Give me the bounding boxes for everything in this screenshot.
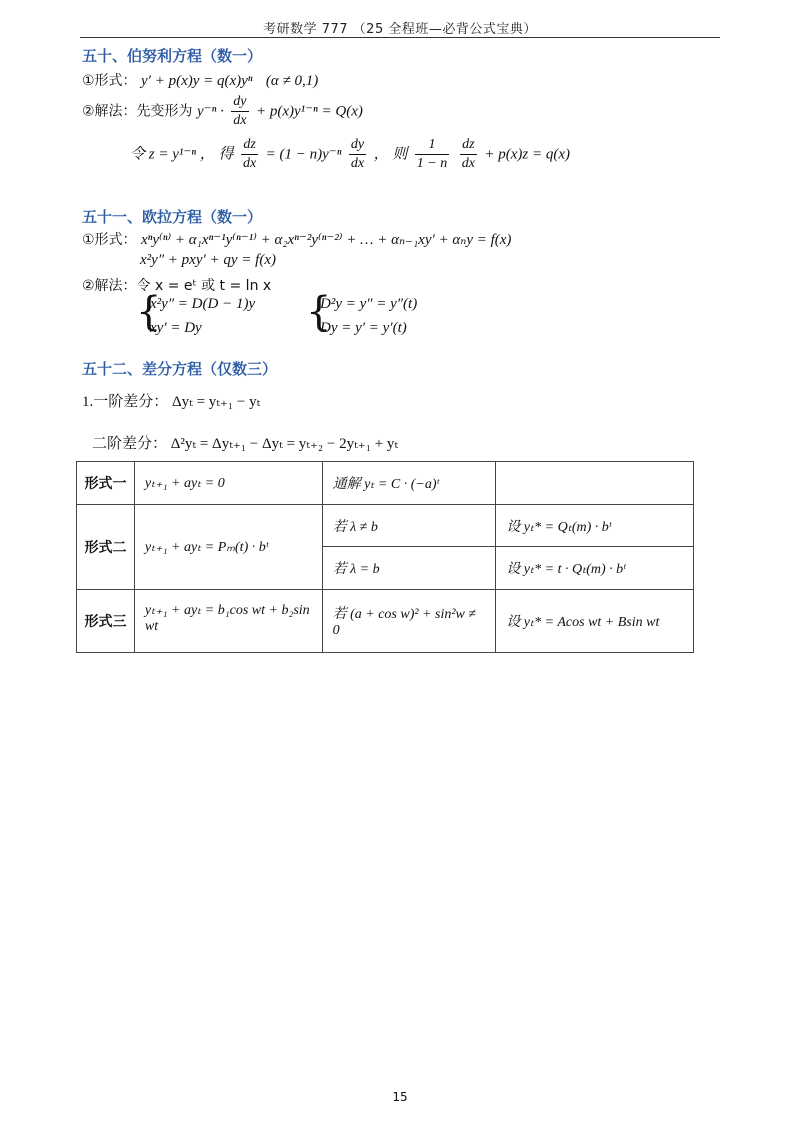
fraction-numerator: dy <box>349 136 366 155</box>
bernoulli-sub-b: = (1 − n)y⁻ⁿ <box>265 146 342 163</box>
bernoulli-sub-a: 令 z = y¹⁻ⁿ ， 得 <box>130 146 234 163</box>
fraction-dz-dx-2 <box>460 136 477 173</box>
difference-equation-table <box>76 461 694 653</box>
form2-equation: yₜ₊₁ + ayₜ = Pₘ(t) · bᵗ <box>134 505 322 590</box>
bernoulli-form-label: ①形式： <box>82 73 137 89</box>
bernoulli-sub-d: + p(x)z = q(x) <box>484 146 570 163</box>
fraction-numerator: 1 <box>415 136 449 155</box>
fraction-denominator: dx <box>242 156 257 171</box>
bernoulli-sub-c: ， 则 <box>373 146 408 163</box>
row-head-form3: 形式三 <box>77 590 135 653</box>
bernoulli-method-eq-b: + p(x)y¹⁻ⁿ = Q(x) <box>255 103 363 120</box>
first-difference-line <box>82 390 260 411</box>
first-difference: 1.一阶差分： Δyₜ = yₜ₊₁ − yₜ <box>82 394 261 410</box>
form2-solution-b: 设 yₜ* = t · Qₜ(m) · bᵗ <box>496 547 694 590</box>
bernoulli-method-line <box>82 93 363 130</box>
fraction-one-over-1mn <box>415 136 449 173</box>
left-brace-2: { <box>306 289 332 335</box>
form1-general-solution: 通解 yₜ = C · (−a)ᵗ <box>322 462 496 505</box>
euler-method-label: ②解法：令 x = eᵗ 或 t = ln x <box>82 278 272 294</box>
form1-equation: yₜ₊₁ + ayₜ = 0 <box>134 462 322 505</box>
euler-system2-eq2: Dy = y′ = y′(t) <box>320 320 407 336</box>
row-head-form1: 形式一 <box>77 462 135 505</box>
euler-system1-eq1: x²y″ = D(D − 1)y <box>150 296 256 312</box>
euler-form-label: ①形式： <box>82 232 137 248</box>
left-brace-1: { <box>136 289 162 335</box>
page-number: 15 <box>392 1090 408 1104</box>
table-row <box>77 590 694 653</box>
row-head-form2: 形式二 <box>77 505 135 590</box>
form1-empty-cell <box>496 462 694 505</box>
fraction-denominator: dx <box>350 156 365 171</box>
fraction-denominator: dx <box>233 113 247 128</box>
fraction-numerator: dz <box>460 136 477 155</box>
fraction-dy-dx-2 <box>349 136 366 173</box>
fraction-dy-dx <box>231 93 248 130</box>
euler-form-equation-2: x²y″ + pxy′ + qy = f(x) <box>140 252 276 268</box>
second-difference-line <box>92 432 398 453</box>
bernoulli-form-equation: y′ + p(x)y = q(x)yⁿ <box>141 73 253 89</box>
bernoulli-method-label: ②解法：先变形为 <box>82 103 193 120</box>
bernoulli-method-eq-a: y⁻ⁿ · <box>197 103 224 120</box>
page-header: 考研数学 777 （25 全程班—必背公式宝典） <box>263 22 537 37</box>
form3-equation: yₜ₊₁ + ayₜ = b₁cos wt + b₂sin wt <box>134 590 322 653</box>
form2-solution-a: 设 yₜ* = Qₜ(m) · bᵗ <box>496 505 694 547</box>
section-title-euler: 五十一、欧拉方程（数一） <box>82 208 263 226</box>
euler-method-line <box>82 275 271 295</box>
table-row <box>77 462 694 505</box>
header-divider <box>80 37 720 38</box>
bernoulli-substitution-line <box>130 136 570 173</box>
euler-form-equation-1: xⁿy⁽ⁿ⁾ + α₁xⁿ⁻¹y⁽ⁿ⁻¹⁾ + α₂xⁿ⁻²y⁽ⁿ⁻²⁾ + … + αₙ₋₁xy′ + αₙy = f(x) <box>141 232 512 248</box>
fraction-numerator: dy <box>231 93 248 112</box>
euler-form-line-2 <box>140 252 276 269</box>
fraction-denominator: dx <box>461 156 475 171</box>
table-row <box>77 505 694 547</box>
section-title-bernoulli: 五十、伯努利方程（数一） <box>82 47 263 65</box>
euler-system2-eq1: D²y = y″ = y″(t) <box>320 296 418 312</box>
fraction-dz-dx <box>241 136 258 173</box>
euler-form-line <box>82 229 511 249</box>
fraction-denominator: 1 − n <box>416 156 448 171</box>
form2-condition-a: 若 λ ≠ b <box>322 505 496 547</box>
form3-condition: 若 (a + cos w)² + sin²w ≠ 0 <box>322 590 496 653</box>
form3-solution: 设 yₜ* = Acos wt + Bsin wt <box>496 590 694 653</box>
bernoulli-form-condition: (α ≠ 0,1) <box>265 73 319 89</box>
euler-system1-eq2: xy′ = Dy <box>150 320 202 336</box>
second-difference: 二阶差分： Δ²yₜ = Δyₜ₊₁ − Δyₜ = yₜ₊₂ − 2yₜ₊₁ + yₜ <box>92 436 399 452</box>
form2-condition-b: 若 λ = b <box>322 547 496 590</box>
section-title-difference: 五十二、差分方程（仅数三） <box>82 360 278 378</box>
bernoulli-form-line <box>82 70 318 90</box>
fraction-numerator: dz <box>241 136 258 155</box>
